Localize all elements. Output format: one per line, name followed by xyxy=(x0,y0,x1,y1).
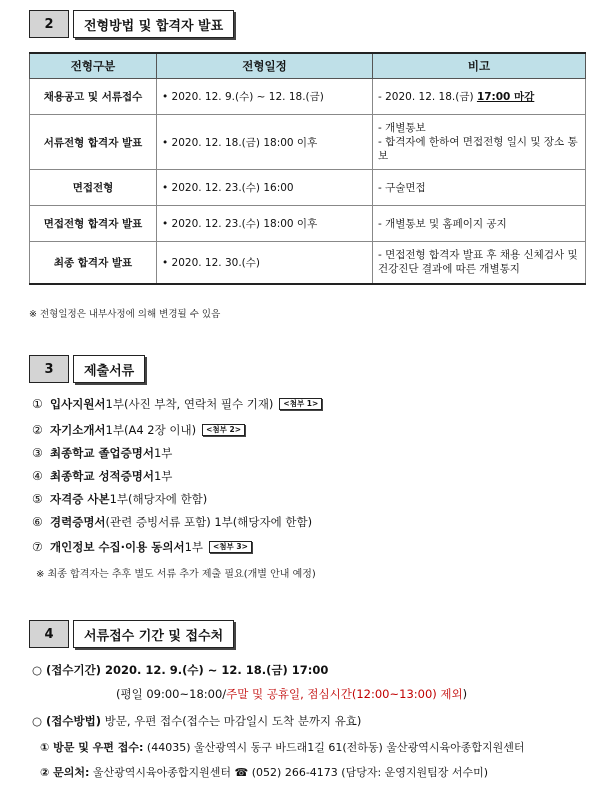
schedule-table xyxy=(29,52,586,285)
table-row xyxy=(30,79,586,115)
remarks-cell: - 면접전형 합격자 발표 후 채용 신체검사 및 건강진단 결과에 따른 개별통지 xyxy=(373,242,586,284)
section-title: 서류접수 기간 및 접수처 xyxy=(73,620,234,648)
date-cell: • 2020. 12. 30.(수) xyxy=(157,242,373,284)
table-row xyxy=(30,170,586,206)
section-4-header xyxy=(29,620,234,648)
remarks-cell: - 개별통보 - 합격자에 한하여 면접전형 일시 및 장소 통보 xyxy=(373,115,586,170)
date-cell: • 2020. 12. 23.(수) 18:00 이후 xyxy=(157,206,373,242)
section-number: 4 xyxy=(29,620,69,648)
table-row xyxy=(30,115,586,170)
doc-item: ③ 최종학교 졸업증명서 1부 xyxy=(32,446,173,460)
doc-item: ⑦ 개인정보 수집·이용 동의서 1부 <첨부 3> xyxy=(32,538,252,556)
column-header: 비고 xyxy=(373,53,586,79)
column-header: 전형구분 xyxy=(30,53,157,79)
business-hours: (평일 09:00~18:00/주말 및 공휴일, 점심시간(12:00~13:00) 제외) xyxy=(116,687,468,701)
date-cell: • 2020. 12. 23.(수) 16:00 xyxy=(157,170,373,206)
submission-period: ○ (접수기간) 2020. 12. 9.(수) ~ 12. 18.(금) 17:00 xyxy=(32,663,329,677)
submission-method: ○ (접수방법) 방문, 우편 접수(접수는 마감일시 도착 분까지 유효) xyxy=(32,714,362,728)
stage-cell: 면접전형 xyxy=(30,170,157,206)
schedule-note: ※ 전형일정은 내부사정에 의해 변경될 수 있음 xyxy=(29,309,221,320)
inquiry-contact: ② 문의처: 울산광역시육아종합지원센터 ☎ (052) 266-4173 (담당자: 운영지원팀장 서수미) xyxy=(40,766,489,779)
section-number: 2 xyxy=(29,10,69,38)
docs-note: ※ 최종 합격자는 추후 별도 서류 추가 제출 필요(개별 안내 예정) xyxy=(36,569,316,580)
date-cell: • 2020. 12. 18.(금) 18:00 이후 xyxy=(157,115,373,170)
doc-item: ⑤ 자격증 사본 1부(해당자에 한함) xyxy=(32,492,208,506)
table-row xyxy=(30,206,586,242)
section-number: 3 xyxy=(29,355,69,383)
attachment-tag: <첨부 3> xyxy=(209,541,252,553)
visit-mail-address: ① 방문 및 우편 접수: (44035) 울산광역시 동구 바드래1길 61(전하동) 울산광역시육아종합지원센터 xyxy=(40,741,525,754)
doc-item: ② 자기소개서 1부(A4 2장 이내) <첨부 2> xyxy=(32,421,245,439)
section-3-header xyxy=(29,355,145,383)
doc-item: ④ 최종학교 성적증명서 1부 xyxy=(32,469,173,483)
remarks-cell: - 2020. 12. 18.(금) 17:00 마감 xyxy=(373,79,586,115)
table-row xyxy=(30,242,586,284)
attachment-tag: <첨부 1> xyxy=(279,398,322,410)
remarks-cell: - 개별통보 및 홈페이지 공지 xyxy=(373,206,586,242)
section-2-header xyxy=(29,10,234,38)
table-header-row xyxy=(30,53,586,79)
remarks-cell: - 구술면접 xyxy=(373,170,586,206)
stage-cell: 서류전형 합격자 발표 xyxy=(30,115,157,170)
date-cell: • 2020. 12. 9.(수) ~ 12. 18.(금) xyxy=(157,79,373,115)
doc-item: ⑥ 경력증명서 (관련 증빙서류 포함) 1부(해당자에 한함) xyxy=(32,515,313,529)
column-header: 전형일정 xyxy=(157,53,373,79)
section-title: 제출서류 xyxy=(73,355,145,383)
doc-item: ① 입사지원서 1부(사진 부착, 연락처 필수 기재) <첨부 1> xyxy=(32,395,322,413)
stage-cell: 면접전형 합격자 발표 xyxy=(30,206,157,242)
stage-cell: 채용공고 및 서류접수 xyxy=(30,79,157,115)
section-title: 전형방법 및 합격자 발표 xyxy=(73,10,234,38)
stage-cell: 최종 합격자 발표 xyxy=(30,242,157,284)
attachment-tag: <첨부 2> xyxy=(202,424,245,436)
